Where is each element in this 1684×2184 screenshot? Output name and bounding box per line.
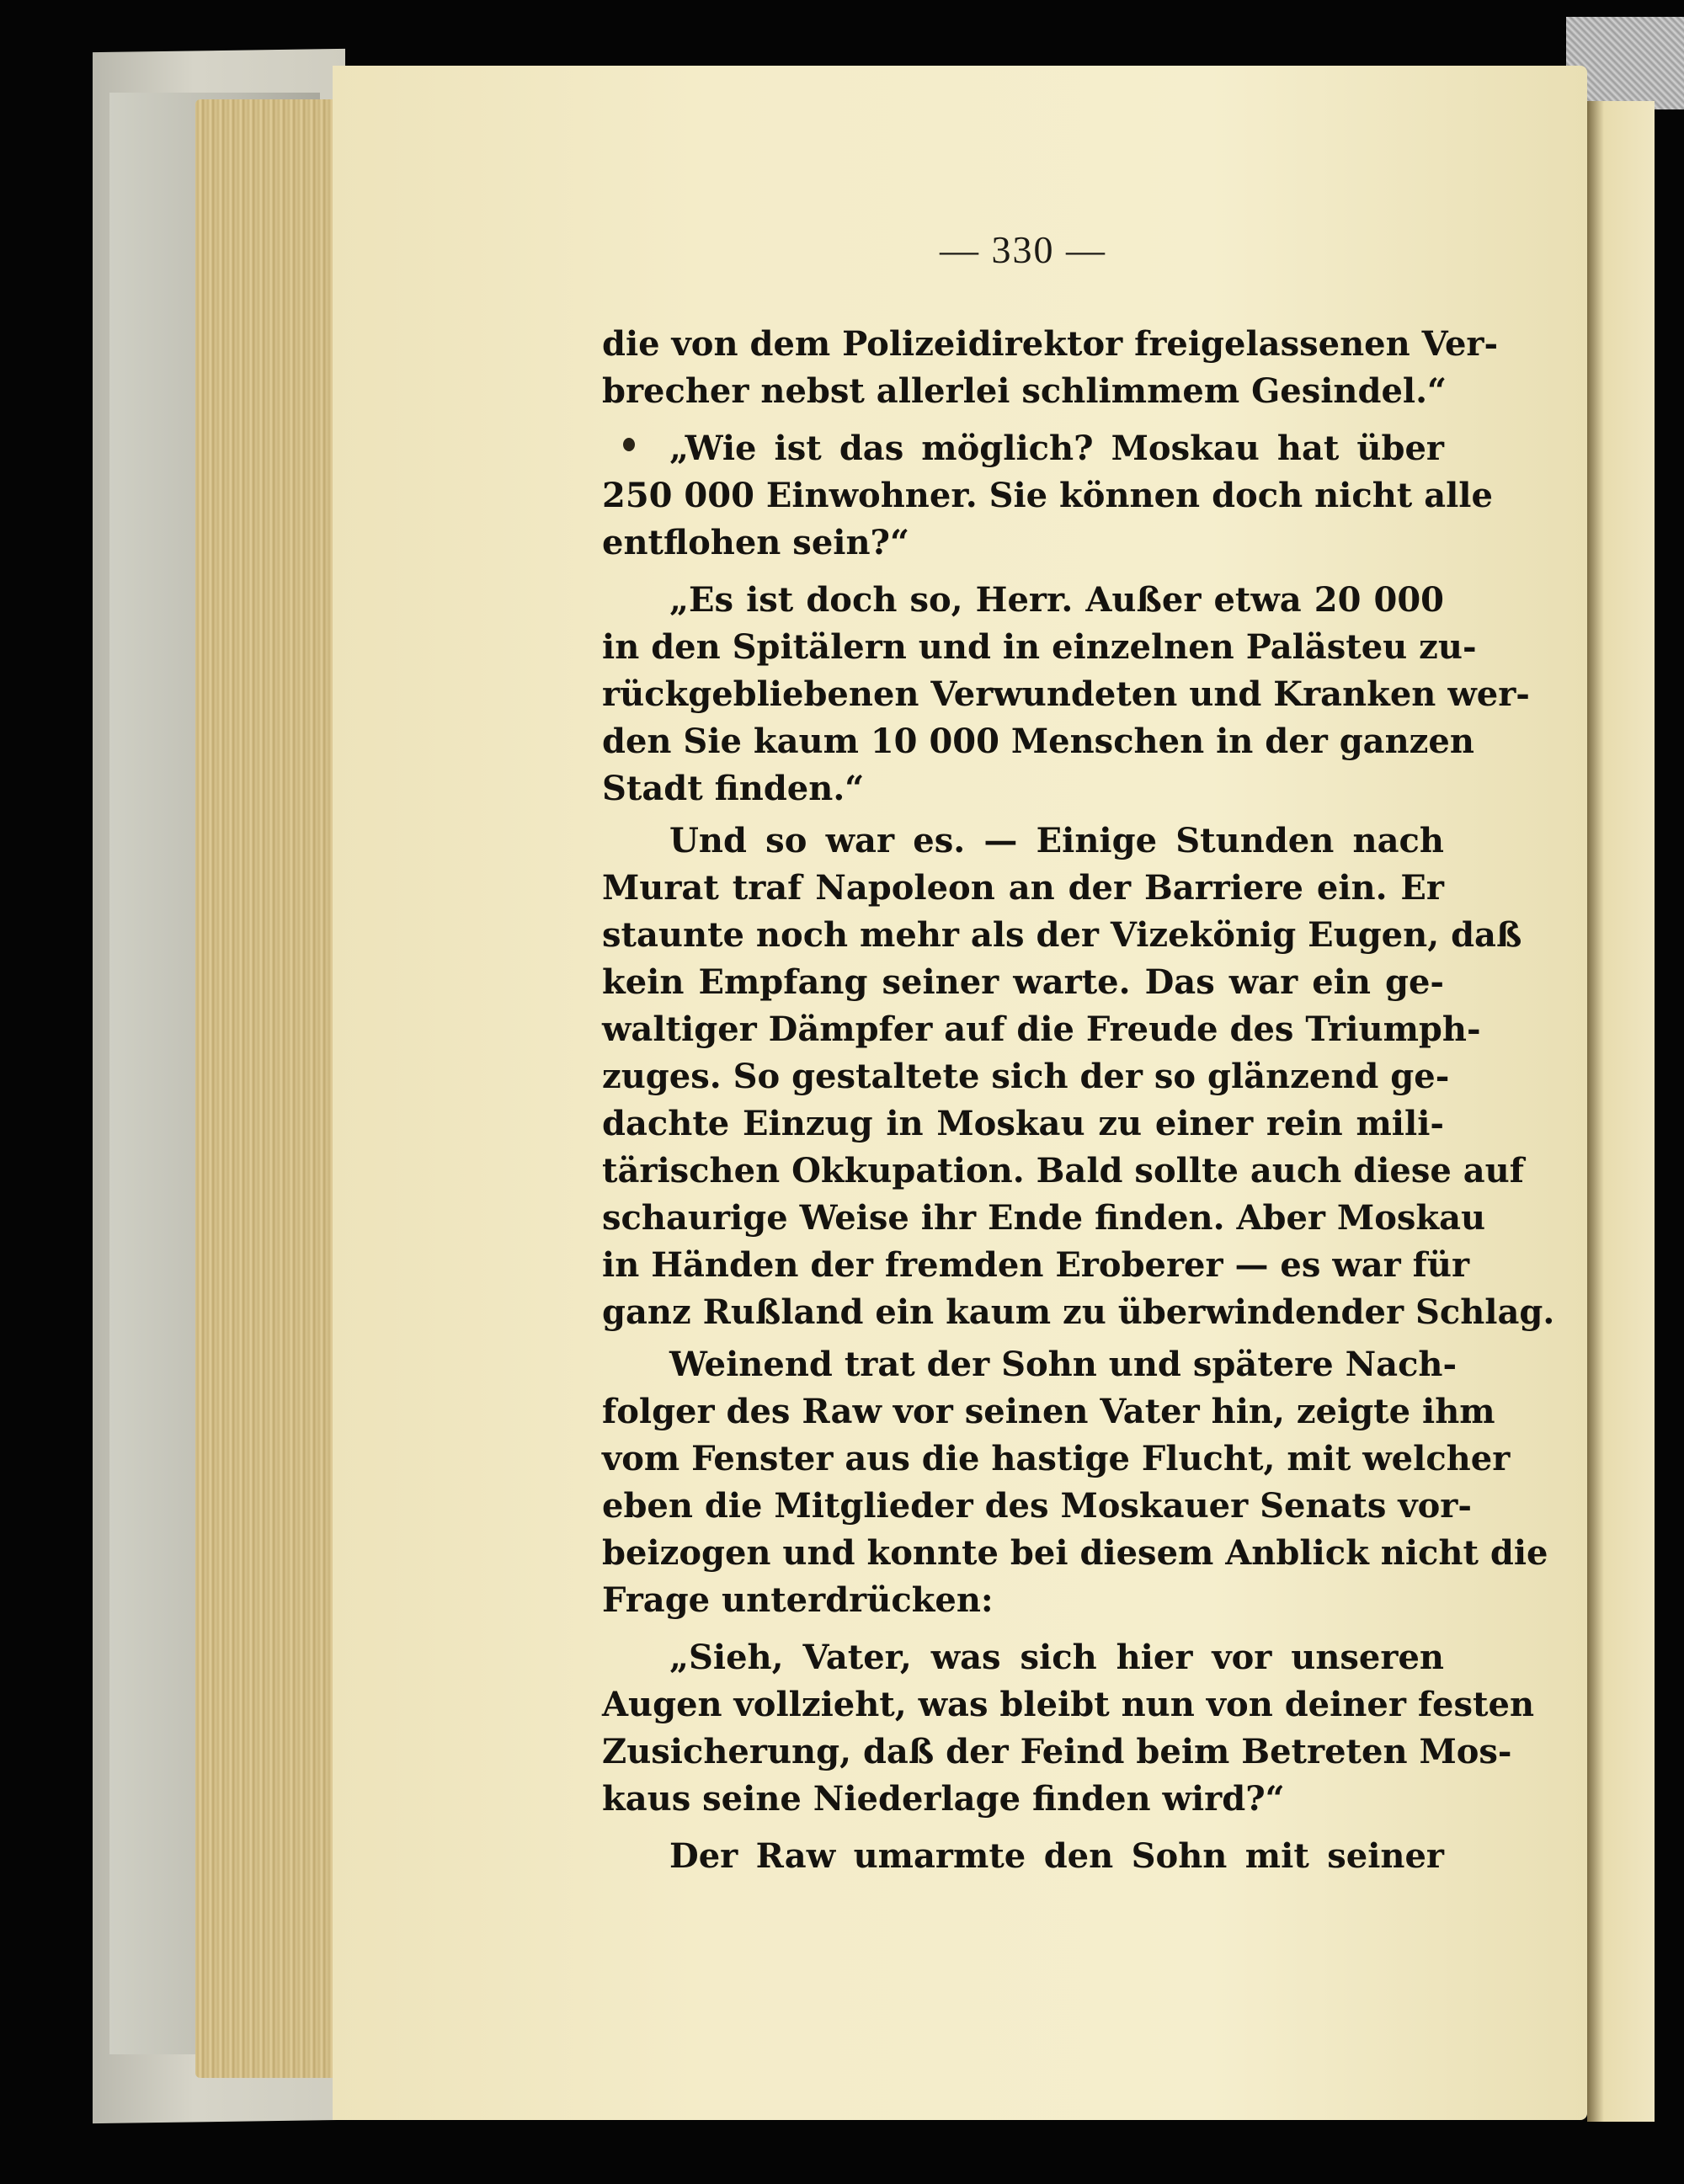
- text-line: in den Spitälern und in einzelnen Palästeu zu-: [602, 627, 1477, 667]
- text-line: brecher nebst allerlei schlimmem Gesindel.“: [602, 371, 1447, 411]
- text-line: rückgebliebenen Verwundeten und Kranken wer-: [602, 674, 1530, 714]
- text-line: tärischen Okkupation. Bald sollte auch diese auf: [602, 1151, 1524, 1191]
- text-line: dachte Einzug in Moskau zu einer rein mili-: [602, 1104, 1444, 1143]
- text-line: Frage unterdrücken:: [602, 1580, 994, 1620]
- text-line: Murat traf Napoleon an der Barriere ein. Er: [602, 868, 1444, 908]
- text-line: eben die Mitglieder des Moskauer Senats vor-: [602, 1486, 1472, 1526]
- text-line: Und so war es. — Einige Stunden nach: [669, 821, 1444, 860]
- text-line: Zusicherung, daß der Feind beim Betreten Mos-: [602, 1732, 1512, 1771]
- text-line: zuges. So gestaltete sich der so glänzend ge-: [602, 1057, 1450, 1096]
- text-line: in Händen der fremden Eroberer — es war für: [602, 1245, 1470, 1285]
- text-line: staunte noch mehr als der Vizekönig Eugen, daß: [602, 915, 1522, 955]
- text-line: „Wie ist das möglich? Moskau hat über: [669, 429, 1444, 468]
- text-line: die von dem Polizeidirektor freigelassenen Ver-: [602, 324, 1499, 364]
- text-line: kein Empfang seiner warte. Das war ein ge-: [602, 962, 1444, 1002]
- text-line: Weinend trat der Sohn und spätere Nach-: [669, 1345, 1458, 1384]
- text-line: Augen vollzieht, was bleibt nun von deiner festen: [602, 1685, 1535, 1724]
- text-line: ganz Rußland ein kaum zu überwindender Schlag.: [602, 1292, 1555, 1332]
- text-line: entflohen sein?“: [602, 523, 909, 562]
- text-line: „Es ist doch so, Herr. Außer etwa 20 000: [669, 580, 1444, 620]
- text-line: schaurige Weise ihr Ende finden. Aber Moskau: [602, 1198, 1486, 1238]
- page-edges: [195, 99, 347, 2078]
- text-line: folger des Raw vor seinen Vater hin, zeigte ihm: [602, 1392, 1495, 1431]
- text-line: „Sieh, Vater, was sich hier vor unseren: [669, 1638, 1444, 1677]
- text-line: vom Fenster aus die hastige Flucht, mit welcher: [602, 1439, 1511, 1478]
- text-line: waltiger Dämpfer auf die Freude des Triumph-: [602, 1009, 1481, 1049]
- text-line: Der Raw umarmte den Sohn mit seiner: [669, 1836, 1444, 1876]
- text-line: 250 000 Einwohner. Sie können doch nicht alle: [602, 476, 1493, 515]
- text-line: kaus seine Niederlage finden wird?“: [602, 1779, 1285, 1819]
- text-line: Stadt finden.“: [602, 769, 865, 808]
- text-line: den Sie kaum 10 000 Menschen in der ganzen: [602, 722, 1474, 761]
- page-number: — 330 —: [940, 228, 1106, 271]
- facing-page: [1587, 101, 1655, 2122]
- text-line: beizogen und konnte bei diesem Anblick nicht die: [602, 1533, 1548, 1573]
